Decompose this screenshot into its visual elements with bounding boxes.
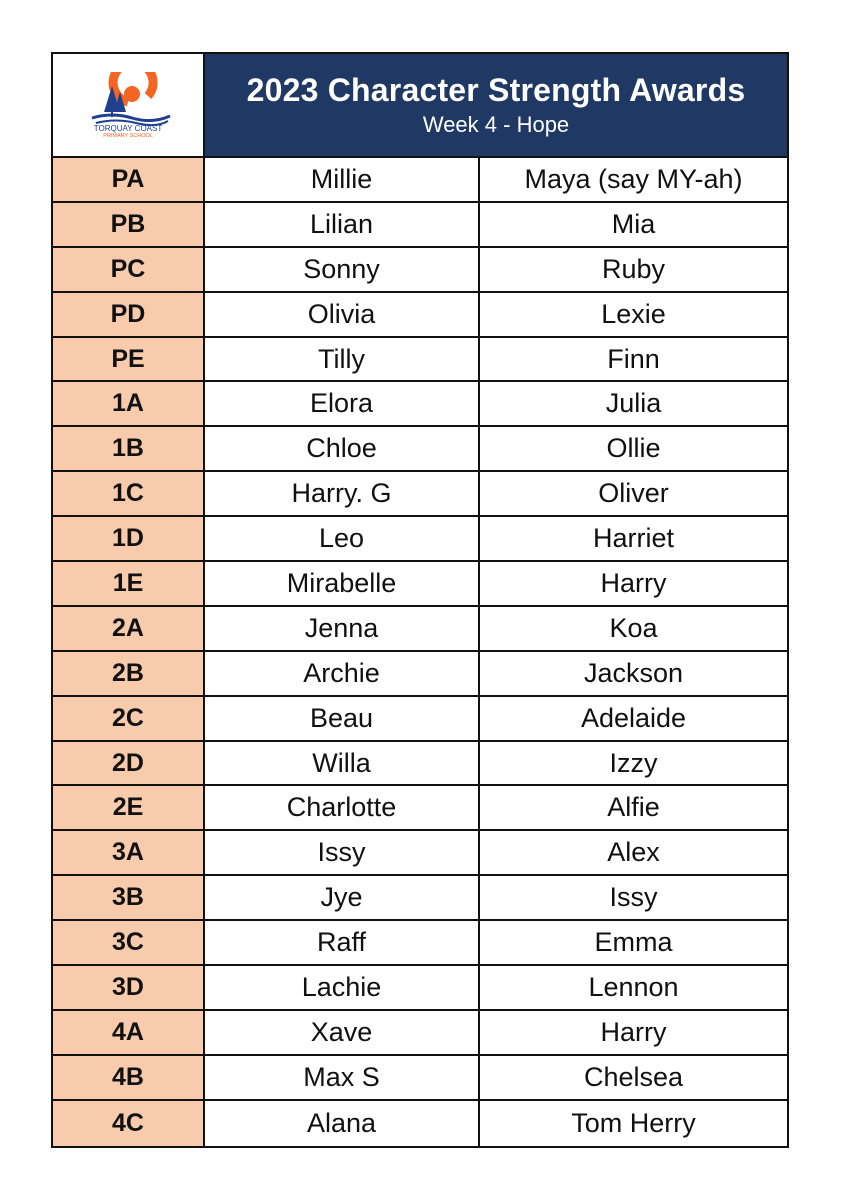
award-name-1: Jye <box>205 876 480 919</box>
class-code: 3C <box>53 921 205 964</box>
table-row <box>53 607 787 652</box>
class-code: PA <box>53 158 205 201</box>
award-name-2: Emma <box>594 927 673 958</box>
class-code: 2B <box>53 652 205 695</box>
table-row <box>53 562 787 607</box>
award-name-1: Jenna <box>205 607 480 650</box>
class-code: 1B <box>53 427 205 470</box>
table-row <box>53 742 787 787</box>
table-row <box>53 293 787 338</box>
award-name-2: Chelsea <box>583 1061 684 1092</box>
table-row <box>53 966 787 1011</box>
page-title: 2023 Character Strength Awards <box>246 72 746 108</box>
class-code: 2E <box>53 786 205 829</box>
table-row <box>53 382 787 427</box>
award-name-2: Harry <box>600 567 667 598</box>
award-name-2: Harriet <box>592 523 674 554</box>
logo-text-line2: PRIMARY SCHOOL <box>103 133 153 138</box>
school-logo-icon <box>82 72 174 138</box>
award-name-2: Mia <box>611 208 656 239</box>
award-name-2: Adelaide <box>580 702 687 733</box>
award-name-1: Olivia <box>205 293 480 336</box>
class-code: 2C <box>53 697 205 740</box>
table-row <box>53 831 787 876</box>
award-name-1: Beau <box>205 697 480 740</box>
class-code: PC <box>53 248 205 291</box>
class-code: 3A <box>53 831 205 874</box>
award-name-1: Millie <box>205 158 480 201</box>
class-code: PB <box>53 203 205 246</box>
table-row <box>53 427 787 472</box>
class-code: 3D <box>53 966 205 1009</box>
class-code: 4A <box>53 1011 205 1054</box>
award-name-2: Ollie <box>606 433 661 464</box>
award-name-1: Elora <box>205 382 480 425</box>
table-row <box>53 1056 787 1101</box>
award-name-2: Maya (say MY-ah) <box>524 163 743 194</box>
award-name-2: Alfie <box>607 792 660 823</box>
table-row <box>53 248 787 293</box>
table-row <box>53 472 787 517</box>
award-name-1: Tilly <box>205 338 480 381</box>
award-name-2: Koa <box>609 612 658 643</box>
award-name-2: Lexie <box>601 298 666 329</box>
award-name-1: Lilian <box>205 203 480 246</box>
class-code: 1A <box>53 382 205 425</box>
awards-table <box>51 52 789 1148</box>
table-row <box>53 517 787 562</box>
class-code: 1D <box>53 517 205 560</box>
award-name-2: Julia <box>605 388 662 419</box>
award-name-2: Oliver <box>598 478 669 509</box>
award-name-1: Harry. G <box>205 472 480 515</box>
award-name-1: Alana <box>205 1101 480 1146</box>
table-row <box>53 786 787 831</box>
award-name-1: Willa <box>205 742 480 785</box>
award-name-1: Chloe <box>205 427 480 470</box>
award-name-1: Max S <box>205 1056 480 1099</box>
table-row <box>53 697 787 742</box>
title-block <box>205 54 787 156</box>
award-name-1: Xave <box>205 1011 480 1054</box>
table-row <box>53 1101 787 1146</box>
award-name-2: Jackson <box>583 657 684 688</box>
class-code: 2D <box>53 742 205 785</box>
table-row <box>53 158 787 203</box>
award-name-2: Tom Herry <box>571 1107 696 1138</box>
award-name-2: Ruby <box>601 253 666 284</box>
award-name-2: Harry <box>600 1016 667 1047</box>
award-name-1: Lachie <box>205 966 480 1009</box>
award-name-1: Leo <box>205 517 480 560</box>
award-name-2: Finn <box>607 343 660 374</box>
award-name-1: Charlotte <box>205 786 480 829</box>
logo-text-line1: TORQUAY COAST <box>93 124 163 133</box>
class-code: 4C <box>53 1101 205 1146</box>
class-code: PD <box>53 293 205 336</box>
table-row <box>53 338 787 383</box>
award-name-1: Mirabelle <box>205 562 480 605</box>
table-row <box>53 1011 787 1056</box>
award-name-2: Issy <box>609 882 658 913</box>
table-body <box>53 158 787 1146</box>
class-code: 1E <box>53 562 205 605</box>
award-name-1: Issy <box>205 831 480 874</box>
school-logo <box>53 54 205 156</box>
award-name-1: Archie <box>205 652 480 695</box>
award-name-2: Lennon <box>588 971 679 1002</box>
table-row <box>53 652 787 697</box>
award-name-2: Alex <box>607 837 660 868</box>
table-row <box>53 876 787 921</box>
page-subtitle: Week 4 - Hope <box>422 112 570 137</box>
class-code: 2A <box>53 607 205 650</box>
class-code: 1C <box>53 472 205 515</box>
table-row <box>53 203 787 248</box>
table-header <box>53 54 787 158</box>
table-row <box>53 921 787 966</box>
award-name-1: Sonny <box>205 248 480 291</box>
class-code: 4B <box>53 1056 205 1099</box>
award-name-1: Raff <box>205 921 480 964</box>
award-name-2: Izzy <box>609 747 658 778</box>
class-code: 3B <box>53 876 205 919</box>
class-code: PE <box>53 338 205 381</box>
